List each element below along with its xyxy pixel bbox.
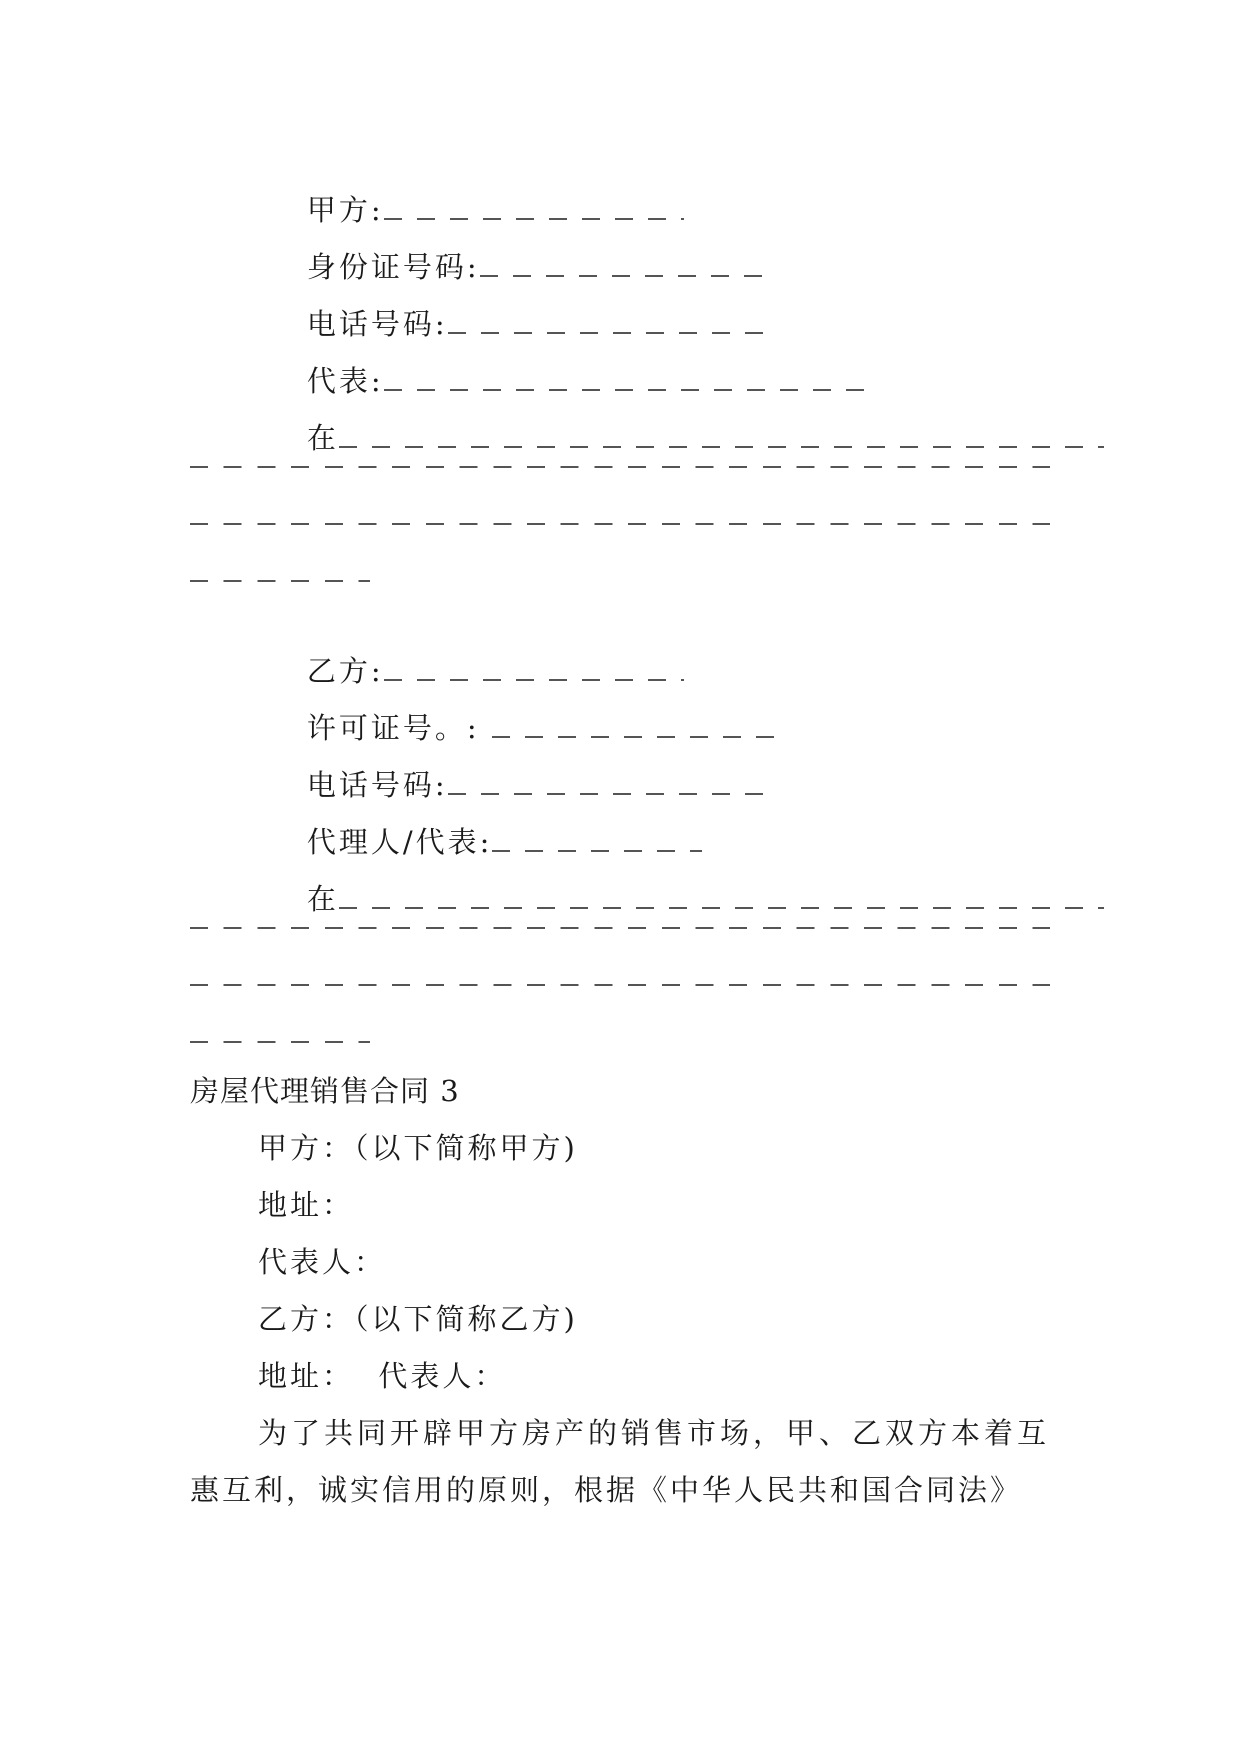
contract3-rep-a: 代表人： [258, 1245, 387, 1279]
phone-a-label: 电话号码: [306, 307, 448, 341]
address-b-blank-1[interactable] [339, 907, 1104, 909]
contract3-party-a: 甲方：（以下简称甲方) [258, 1131, 578, 1165]
id-number-label: 身份证号码: [306, 250, 480, 284]
address-b-blank-2[interactable] [190, 927, 1050, 929]
contract3-address-rep-b: 地址： 代表人： [258, 1359, 507, 1393]
rep-a-label: 代表: [306, 364, 384, 398]
contract3-paragraph-line-1: 为了共同开辟甲方房产的销售市场，甲、乙双方本着互 [258, 1416, 1051, 1450]
address-b-label: 在 [306, 882, 339, 916]
address-a-blank-2[interactable] [190, 466, 1050, 468]
contract3-title: 房屋代理销售合同 3 [190, 1074, 460, 1108]
address-a-blank-4[interactable] [190, 580, 370, 582]
address-a-label: 在 [306, 421, 339, 455]
address-a-blank-3[interactable] [190, 523, 1050, 525]
address-b-blank-4[interactable] [190, 1041, 370, 1043]
party-b-label: 乙方: [306, 654, 384, 688]
address-a-line [258, 378, 1104, 498]
license-label: 许可证号。: [306, 711, 480, 745]
address-b-line [258, 839, 1104, 959]
phone-b-label: 电话号码: [306, 768, 448, 802]
contract3-address-a: 地址： [258, 1188, 355, 1222]
party-a-label: 甲方: [306, 193, 384, 227]
contract3-party-b: 乙方：（以下简称乙方) [258, 1302, 578, 1336]
address-b-blank-3[interactable] [190, 984, 1050, 986]
contract3-paragraph-line-2: 惠互利，诚实信用的原则，根据《中华人民共和国合同法》 [190, 1473, 1023, 1507]
address-a-blank-1[interactable] [339, 446, 1104, 448]
agent-label: 代理人/代表: [306, 825, 493, 859]
